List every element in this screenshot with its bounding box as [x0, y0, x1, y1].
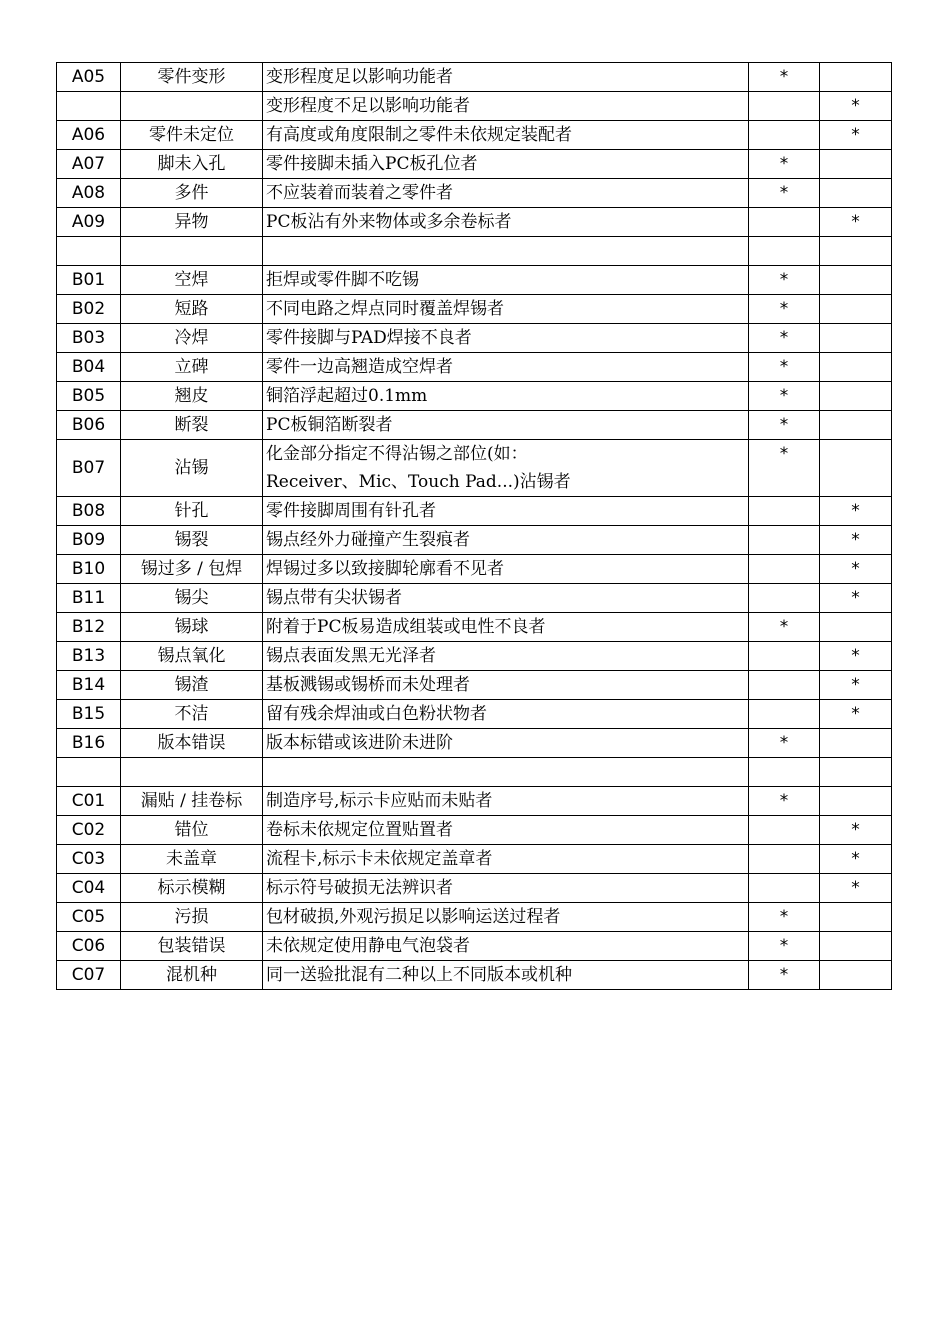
table-row — [57, 787, 892, 816]
table-row — [57, 208, 892, 237]
defect-name-cell: 立碑 — [121, 353, 263, 382]
defect-name-cell: 针孔 — [121, 497, 263, 526]
major-defect-mark — [749, 671, 820, 700]
defect-description-cell — [263, 758, 749, 787]
defect-name-cell: 脚未入孔 — [121, 150, 263, 179]
defect-description-cell — [263, 874, 749, 903]
defect-description-cell — [263, 63, 749, 92]
description-line: PC板铜箔断裂者 — [266, 415, 393, 435]
minor-defect-mark — [820, 382, 892, 411]
table-row — [57, 729, 892, 758]
defect-code-cell: B10 — [57, 555, 121, 584]
defect-code-cell: A06 — [57, 121, 121, 150]
defect-description-cell — [263, 121, 749, 150]
defect-name-cell: 标示模糊 — [121, 874, 263, 903]
defect-criteria-table — [56, 62, 892, 990]
defect-code-cell — [57, 237, 121, 266]
description-line: 同一送验批混有二种以上不同版本或机种 — [266, 965, 572, 985]
defect-name-cell: 不洁 — [121, 700, 263, 729]
table-row — [57, 555, 892, 584]
table-row — [57, 63, 892, 92]
defect-description-cell — [263, 497, 749, 526]
defect-description-cell — [263, 729, 749, 758]
table-row — [57, 497, 892, 526]
table-row — [57, 816, 892, 845]
major-defect-mark: * — [749, 787, 820, 816]
table-body — [57, 63, 892, 990]
minor-defect-mark — [820, 63, 892, 92]
defect-code-cell: B12 — [57, 613, 121, 642]
description-line: 零件接脚未插入PC板孔位者 — [266, 154, 478, 174]
defect-name-cell: 锡过多 / 包焊 — [121, 555, 263, 584]
minor-defect-mark: * — [820, 584, 892, 613]
defect-name-cell: 零件未定位 — [121, 121, 263, 150]
major-defect-mark — [749, 758, 820, 787]
defect-name-cell: 混机种 — [121, 961, 263, 990]
minor-defect-mark — [820, 903, 892, 932]
major-defect-mark: * — [749, 729, 820, 758]
defect-code-cell — [57, 758, 121, 787]
defect-code-cell: A07 — [57, 150, 121, 179]
major-defect-mark: * — [749, 411, 820, 440]
description-line: 锡点经外力碰撞产生裂痕者 — [266, 530, 470, 550]
defect-description-cell — [263, 295, 749, 324]
major-defect-mark: * — [749, 324, 820, 353]
defect-code-cell: B15 — [57, 700, 121, 729]
description-line: 包材破损,外观污损足以影响运送过程者 — [266, 907, 561, 927]
minor-defect-mark: * — [820, 816, 892, 845]
defect-description-cell — [263, 150, 749, 179]
major-defect-mark: * — [749, 353, 820, 382]
defect-code-cell: B01 — [57, 266, 121, 295]
defect-code-cell: B04 — [57, 353, 121, 382]
defect-description-cell — [263, 526, 749, 555]
minor-defect-mark: * — [820, 845, 892, 874]
description-line: 未依规定使用静电气泡袋者 — [266, 936, 470, 956]
minor-defect-mark — [820, 237, 892, 266]
description-line: 零件一边高翘造成空焊者 — [266, 357, 453, 377]
table-row — [57, 526, 892, 555]
table-row — [57, 613, 892, 642]
description-line: 变形程度不足以影响功能者 — [266, 96, 470, 116]
defect-code-cell: C01 — [57, 787, 121, 816]
defect-code-cell: C07 — [57, 961, 121, 990]
description-line: 流程卡,标示卡未依规定盖章者 — [266, 849, 493, 869]
defect-name-cell: 锡球 — [121, 613, 263, 642]
defect-description-cell — [263, 787, 749, 816]
minor-defect-mark — [820, 787, 892, 816]
major-defect-mark — [749, 555, 820, 584]
defect-name-cell: 污损 — [121, 903, 263, 932]
defect-description-cell — [263, 179, 749, 208]
minor-defect-mark — [820, 266, 892, 295]
defect-description-cell — [263, 816, 749, 845]
defect-description-cell — [263, 266, 749, 295]
description-line: 卷标未依规定位置贴置者 — [266, 820, 453, 840]
defect-code-cell: B05 — [57, 382, 121, 411]
defect-name-cell: 异物 — [121, 208, 263, 237]
major-defect-mark: * — [749, 179, 820, 208]
defect-name-cell: 空焊 — [121, 266, 263, 295]
major-defect-mark: * — [749, 63, 820, 92]
major-defect-mark: * — [749, 382, 820, 411]
defect-description-cell — [263, 700, 749, 729]
description-line: 基板溅锡或锡桥而未处理者 — [266, 675, 470, 695]
table-row — [57, 179, 892, 208]
table-row — [57, 903, 892, 932]
major-defect-mark — [749, 700, 820, 729]
defect-code-cell: B06 — [57, 411, 121, 440]
table-row — [57, 266, 892, 295]
defect-description-cell — [263, 237, 749, 266]
major-defect-mark — [749, 497, 820, 526]
defect-code-cell: C03 — [57, 845, 121, 874]
defect-description-cell — [263, 555, 749, 584]
minor-defect-mark — [820, 411, 892, 440]
table-row — [57, 584, 892, 613]
description-line: 锡点表面发黑无光泽者 — [266, 646, 436, 666]
minor-defect-mark: * — [820, 700, 892, 729]
minor-defect-mark: * — [820, 671, 892, 700]
table-row — [57, 411, 892, 440]
defect-name-cell: 漏贴 / 挂卷标 — [121, 787, 263, 816]
minor-defect-mark: * — [820, 121, 892, 150]
defect-code-cell: C06 — [57, 932, 121, 961]
defect-name-cell: 翘皮 — [121, 382, 263, 411]
defect-code-cell: C04 — [57, 874, 121, 903]
minor-defect-mark — [820, 961, 892, 990]
description-line: 制造序号,标示卡应贴而未贴者 — [266, 791, 493, 811]
description-line: 化金部分指定不得沾锡之部位(如： — [266, 444, 528, 464]
table-row — [57, 92, 892, 121]
defect-code-cell: C02 — [57, 816, 121, 845]
defect-name-cell: 断裂 — [121, 411, 263, 440]
defect-description-cell — [263, 961, 749, 990]
major-defect-mark: * — [749, 266, 820, 295]
description-line: 标示符号破损无法辨识者 — [266, 878, 453, 898]
minor-defect-mark — [820, 324, 892, 353]
defect-name-cell: 未盖章 — [121, 845, 263, 874]
description-line: 拒焊或零件脚不吃锡 — [266, 270, 419, 290]
major-defect-mark: * — [749, 932, 820, 961]
defect-name-cell: 沾锡 — [121, 440, 263, 497]
defect-name-cell: 短路 — [121, 295, 263, 324]
defect-description-cell — [263, 903, 749, 932]
major-defect-mark — [749, 874, 820, 903]
major-defect-mark — [749, 816, 820, 845]
major-defect-mark — [749, 642, 820, 671]
defect-name-cell: 多件 — [121, 179, 263, 208]
defect-code-cell: A08 — [57, 179, 121, 208]
table-row — [57, 758, 892, 787]
major-defect-mark: * — [749, 150, 820, 179]
defect-name-cell: 锡尖 — [121, 584, 263, 613]
description-line: 零件接脚与PAD焊接不良者 — [266, 328, 472, 348]
defect-code-cell: B02 — [57, 295, 121, 324]
description-line: 零件接脚周围有针孔者 — [266, 501, 436, 521]
table-row — [57, 324, 892, 353]
description-line: 版本标错或该进阶未进阶 — [266, 733, 453, 753]
description-line: 变形程度足以影响功能者 — [266, 67, 453, 87]
description-line: 留有残余焊油或白色粉状物者 — [266, 704, 487, 724]
minor-defect-mark — [820, 295, 892, 324]
defect-description-cell — [263, 353, 749, 382]
table-row — [57, 440, 892, 497]
description-line: 不应装着而装着之零件者 — [266, 183, 453, 203]
minor-defect-mark: * — [820, 92, 892, 121]
defect-description-cell — [263, 208, 749, 237]
major-defect-mark: * — [749, 440, 820, 497]
minor-defect-mark: * — [820, 874, 892, 903]
table-row — [57, 295, 892, 324]
defect-name-cell: 错位 — [121, 816, 263, 845]
defect-description-cell — [263, 382, 749, 411]
defect-name-cell — [121, 92, 263, 121]
major-defect-mark: * — [749, 961, 820, 990]
table-row — [57, 700, 892, 729]
table-row — [57, 150, 892, 179]
minor-defect-mark — [820, 353, 892, 382]
defect-description-cell — [263, 845, 749, 874]
defect-description-cell — [263, 440, 749, 497]
description-line: Receiver、Mic、Touch Pad...)沾锡者 — [266, 472, 571, 492]
minor-defect-mark: * — [820, 208, 892, 237]
defect-code-cell: B13 — [57, 642, 121, 671]
description-line: 焊锡过多以致接脚轮廓看不见者 — [266, 559, 504, 579]
defect-description-cell — [263, 671, 749, 700]
defect-code-cell: A05 — [57, 63, 121, 92]
defect-code-cell: B03 — [57, 324, 121, 353]
defect-description-cell — [263, 324, 749, 353]
table-row — [57, 353, 892, 382]
minor-defect-mark: * — [820, 642, 892, 671]
minor-defect-mark — [820, 179, 892, 208]
major-defect-mark — [749, 208, 820, 237]
table-row — [57, 237, 892, 266]
minor-defect-mark — [820, 150, 892, 179]
defect-name-cell — [121, 758, 263, 787]
defect-name-cell: 版本错误 — [121, 729, 263, 758]
defect-description-cell — [263, 92, 749, 121]
minor-defect-mark — [820, 758, 892, 787]
defect-code-cell: B07 — [57, 440, 121, 497]
defect-code-cell — [57, 92, 121, 121]
minor-defect-mark: * — [820, 497, 892, 526]
minor-defect-mark — [820, 613, 892, 642]
major-defect-mark — [749, 584, 820, 613]
defect-description-cell — [263, 411, 749, 440]
defect-code-cell: A09 — [57, 208, 121, 237]
defect-code-cell: B11 — [57, 584, 121, 613]
defect-name-cell: 冷焊 — [121, 324, 263, 353]
defect-name-cell: 零件变形 — [121, 63, 263, 92]
defect-name-cell: 包装错误 — [121, 932, 263, 961]
table-row — [57, 961, 892, 990]
minor-defect-mark — [820, 932, 892, 961]
defect-code-cell: B09 — [57, 526, 121, 555]
major-defect-mark — [749, 92, 820, 121]
defect-description-cell — [263, 932, 749, 961]
description-line: 铜箔浮起超过0.1mm — [266, 386, 428, 406]
description-line: 锡点带有尖状锡者 — [266, 588, 402, 608]
minor-defect-mark — [820, 440, 892, 497]
minor-defect-mark: * — [820, 526, 892, 555]
table-row — [57, 874, 892, 903]
table-row — [57, 845, 892, 874]
defect-code-cell: B16 — [57, 729, 121, 758]
major-defect-mark — [749, 237, 820, 266]
description-line: 不同电路之焊点同时覆盖焊锡者 — [266, 299, 504, 319]
minor-defect-mark: * — [820, 555, 892, 584]
defect-code-cell: B08 — [57, 497, 121, 526]
major-defect-mark: * — [749, 613, 820, 642]
description-line: 附着于PC板易造成组装或电性不良者 — [266, 617, 546, 637]
defect-description-cell — [263, 584, 749, 613]
major-defect-mark — [749, 526, 820, 555]
table-row — [57, 382, 892, 411]
defect-description-cell — [263, 642, 749, 671]
table-row — [57, 121, 892, 150]
table-row — [57, 642, 892, 671]
defect-name-cell — [121, 237, 263, 266]
defect-name-cell: 锡裂 — [121, 526, 263, 555]
major-defect-mark — [749, 121, 820, 150]
minor-defect-mark — [820, 729, 892, 758]
defect-code-cell: C05 — [57, 903, 121, 932]
major-defect-mark — [749, 845, 820, 874]
major-defect-mark: * — [749, 295, 820, 324]
major-defect-mark: * — [749, 903, 820, 932]
description-line: 有高度或角度限制之零件未依规定装配者 — [266, 125, 572, 145]
defect-description-cell — [263, 613, 749, 642]
table-row — [57, 932, 892, 961]
table-row — [57, 671, 892, 700]
description-line: PC板沾有外来物体或多余卷标者 — [266, 212, 512, 232]
defect-code-cell: B14 — [57, 671, 121, 700]
defect-name-cell: 锡渣 — [121, 671, 263, 700]
defect-name-cell: 锡点氧化 — [121, 642, 263, 671]
